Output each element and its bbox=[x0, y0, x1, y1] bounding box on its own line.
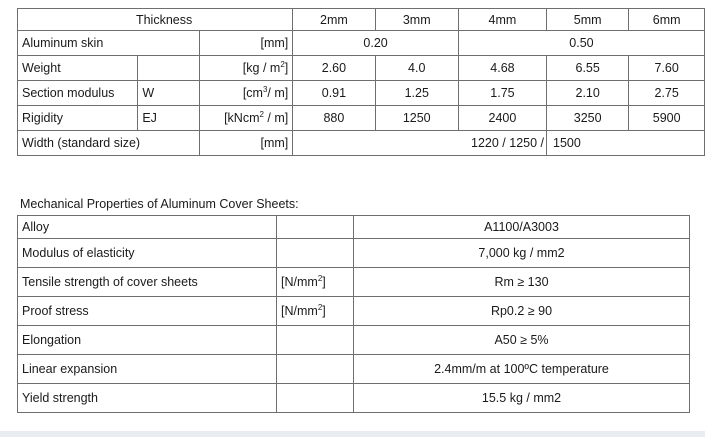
row-value: 6.55 bbox=[547, 56, 629, 81]
row-value: 1500 bbox=[547, 131, 705, 156]
row-value: 2.60 bbox=[293, 56, 375, 81]
row-label: Weight bbox=[18, 56, 138, 81]
row-value: 4.0 bbox=[375, 56, 458, 81]
row-label: Yield strength bbox=[18, 384, 277, 413]
row-value: 880 bbox=[293, 106, 375, 131]
row-value: 7.60 bbox=[629, 56, 705, 81]
row-unit bbox=[277, 326, 354, 355]
row-value: 1250 bbox=[375, 106, 458, 131]
row-unit: $[N/mm^2]$ bbox=[277, 297, 354, 326]
thickness-header: Thickness bbox=[18, 9, 293, 31]
row-unit: [kNcm$^2$ / m] bbox=[199, 106, 292, 131]
row-label: Aluminum skin bbox=[18, 31, 200, 56]
row-value: 3250 bbox=[547, 106, 629, 131]
table-row bbox=[18, 326, 690, 355]
row-unit bbox=[277, 239, 354, 268]
col-header-4mm: 4mm bbox=[458, 9, 546, 31]
row-symbol: EJ bbox=[138, 106, 200, 131]
row-label: Proof stress bbox=[18, 297, 277, 326]
table-header-row bbox=[18, 9, 705, 31]
row-value: A1100/A3003 bbox=[354, 216, 690, 239]
table-row bbox=[18, 297, 690, 326]
row-symbol bbox=[138, 56, 200, 81]
row-value: A50 ≥ 5% bbox=[354, 326, 690, 355]
col-header-2mm: 2mm bbox=[293, 9, 375, 31]
row-value: 2.4mm/m at 100ºC temperature bbox=[354, 355, 690, 384]
row-value: Rm ≥ 130 bbox=[354, 268, 690, 297]
row-value: 1220 / 1250 / bbox=[293, 131, 547, 156]
table-row bbox=[18, 56, 705, 81]
row-unit bbox=[277, 216, 354, 239]
row-unit: [mm] bbox=[199, 31, 292, 56]
col-header-3mm: 3mm bbox=[375, 9, 458, 31]
row-value: 0.50 bbox=[458, 31, 704, 56]
row-value: 2.75 bbox=[629, 81, 705, 106]
table-row bbox=[18, 355, 690, 384]
bottom-edge-strip bbox=[0, 431, 705, 437]
row-label: Rigidity bbox=[18, 106, 138, 131]
table-row bbox=[18, 31, 705, 56]
table-row bbox=[18, 131, 705, 156]
row-label: Tensile strength of cover sheets bbox=[18, 268, 277, 297]
table-row bbox=[18, 384, 690, 413]
row-value: 1.75 bbox=[458, 81, 546, 106]
row-label: Modulus of elasticity bbox=[18, 239, 277, 268]
table-row bbox=[18, 268, 690, 297]
row-unit bbox=[277, 355, 354, 384]
table-row bbox=[18, 239, 690, 268]
row-value: Rp0.2 ≥ 90 bbox=[354, 297, 690, 326]
row-value: 1.25 bbox=[375, 81, 458, 106]
row-unit: $[kg / m^2]$ bbox=[199, 56, 292, 81]
row-label: Width (standard size) bbox=[18, 131, 200, 156]
row-label: Linear expansion bbox=[18, 355, 277, 384]
mechanical-properties-table bbox=[17, 215, 690, 413]
row-unit: [mm] bbox=[199, 131, 292, 156]
row-value: 2400 bbox=[458, 106, 546, 131]
col-header-5mm: 5mm bbox=[547, 9, 629, 31]
row-symbol: W bbox=[138, 81, 200, 106]
row-label: Section modulus bbox=[18, 81, 138, 106]
row-value: 5900 bbox=[629, 106, 705, 131]
dimensions-table bbox=[17, 8, 705, 156]
col-header-6mm: 6mm bbox=[629, 9, 705, 31]
row-label: Alloy bbox=[18, 216, 277, 239]
table-row bbox=[18, 216, 690, 239]
row-unit: [$cm^3/$ m] bbox=[199, 81, 292, 106]
row-label: Elongation bbox=[18, 326, 277, 355]
row-value: 4.68 bbox=[458, 56, 546, 81]
row-value: 15.5 kg / mm2 bbox=[354, 384, 690, 413]
row-value: 7,000 kg / mm2 bbox=[354, 239, 690, 268]
row-value: 0.20 bbox=[293, 31, 459, 56]
row-unit: $[N/mm^2]$ bbox=[277, 268, 354, 297]
section-title: Mechanical Properties of Aluminum Cover Sheets: bbox=[20, 197, 299, 211]
table-row bbox=[18, 106, 705, 131]
table-row bbox=[18, 81, 705, 106]
row-unit bbox=[277, 384, 354, 413]
row-value: 0.91 bbox=[293, 81, 375, 106]
row-value: 2.10 bbox=[547, 81, 629, 106]
